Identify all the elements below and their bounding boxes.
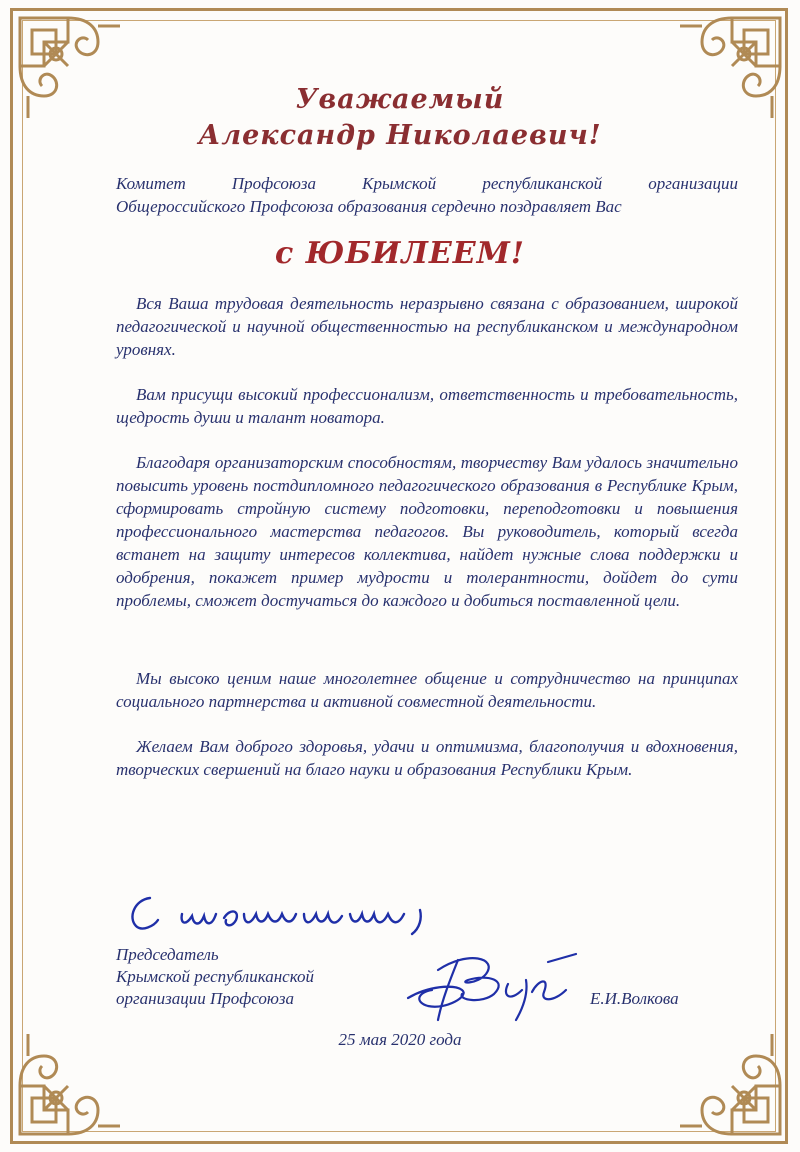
paragraph-1: Вся Ваша трудовая деятельность неразрывно связана с образованием, широкой педагогической и научной общественностью на республиканском и международном уровнях.: [116, 294, 738, 359]
position-line-3: организации Профсоюза: [116, 989, 295, 1008]
paragraph-3: Благодаря организаторским способностям, творчеству Вам удалось значительно повысить уровень постдипломного педагогического образования в Республике Крым, сформировать стройную систему подготовки, переподготовки и повышения профессионального мастерства педагогов. Вы руководитель, который всегда встанет на защиту интересов коллектива, найдет нужные слова поддержки и одобрения, покажет пример мудрости и толерантности, дойдет до сути проблемы, сможет достучаться до каждого и добиться поставленной цели.: [116, 453, 738, 610]
paragraph-2: Вам присущи высокий профессионализм, ответственность и требовательность, щедрость души и талант новатора.: [116, 385, 738, 427]
jubilee-heading: с ЮБИЛЕЕМ!: [275, 236, 525, 271]
greeting-line-1: Уважаемый: [295, 84, 505, 115]
letter-date: 25 мая 2020 года: [338, 1030, 462, 1049]
position-line-1: Председатель: [116, 945, 219, 964]
signatory-name: Е.И.Волкова: [590, 989, 679, 1008]
intro-line-2: Общероссийского Профсоюза образования сердечно поздравляет Вас: [116, 197, 622, 216]
signature: [398, 940, 598, 1030]
greeting-line-2: Александр Николаевич!: [198, 120, 602, 151]
signatory-position: [116, 944, 314, 1010]
paragraph-4: Мы высоко ценим наше многолетнее общение и сотрудничество на принципах социального партнерства и активной совместной деятельности.: [116, 669, 738, 711]
position-line-2: Крымской республиканской: [116, 967, 315, 986]
intro-line-1: Комитет Профсоюза Крымской республиканской организации: [116, 174, 738, 193]
paragraph-5: Желаем Вам доброго здоровья, удачи и оптимизма, благополучия и вдохновения, творческих свершений на благо науки и образования Республики Крым.: [116, 737, 738, 779]
